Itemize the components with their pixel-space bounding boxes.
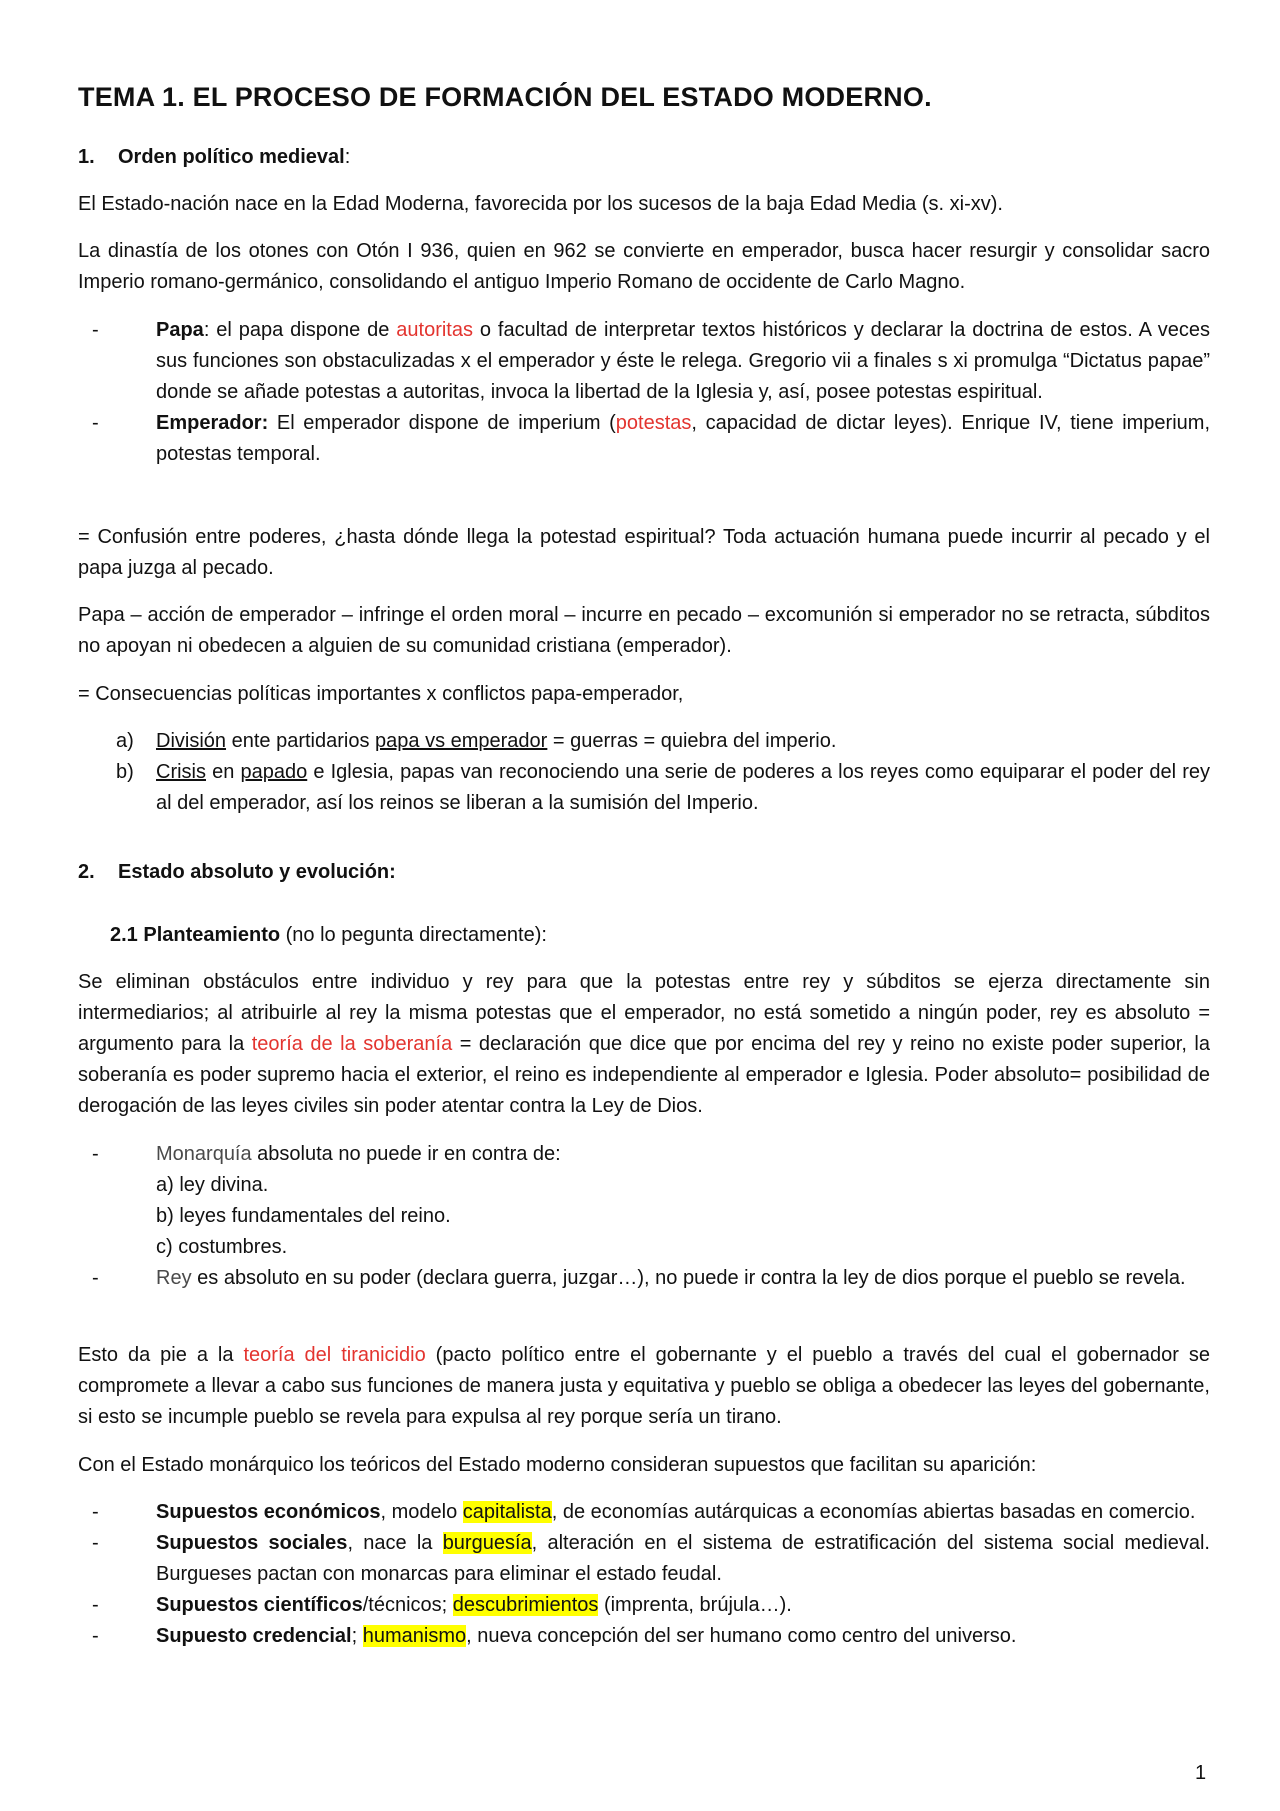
bullet-list xyxy=(78,1497,1210,1652)
highlighted-term: capitalista xyxy=(462,1501,552,1523)
bullet-marker: - xyxy=(92,1501,99,1523)
highlighted-term: humanismo xyxy=(362,1625,467,1647)
document-title: TEMA 1. EL PROCESO DE FORMACIÓN DEL ESTADO MODERNO. xyxy=(78,82,932,112)
subsection-heading: 2.1 Planteamiento (no lo pegunta directamente): xyxy=(110,924,547,946)
bullet-list xyxy=(78,315,1210,470)
highlighted-term: descubrimientos xyxy=(452,1594,599,1616)
red-term: autoritas xyxy=(396,319,473,341)
list-item-papa: - Papa: el papa dispone de autoritas o facultad de interpretar textos históricos y declarar la doctrina de estos. A veces sus funciones son obstaculizadas x el emperador y éste le relega. Gregorio vii a finales s xi promulga “Dictatus papae” donde se añade potestas a autoritas, invoca la libertad de la Iglesia y, así, posee potestas espiritual. xyxy=(78,315,1210,408)
list-item-b: b) Crisis en papado e Iglesia, papas van reconociendo una serie de poderes a los reyes como equiparar el poder del rey al del emperador, así los reinos se liberan a la sumisión del Imperio. xyxy=(78,757,1210,819)
red-term: teoría del tiranicidio xyxy=(243,1344,426,1366)
list-item-emperador: - Emperador: El emperador dispone de imperium (potestas, capacidad de dictar leyes). Enrique IV, tiene imperium, potestas temporal. xyxy=(78,408,1210,470)
page-number: 1 xyxy=(1195,1762,1207,1784)
section-1-heading: 1. Orden político medieval: xyxy=(78,142,350,173)
bullet-marker: - xyxy=(92,1143,99,1165)
list-marker: a) xyxy=(116,730,134,752)
term-label: Papa xyxy=(156,319,204,341)
paragraph: Se eliminan obstáculos entre individuo y rey para que la potestas entre rey y súbditos se ejerza directamente sin intermediarios; al atribuirle al rey la misma potestas que el emperador, no está sometido a ningún poder, rey es absoluto = argumento para la teoría de la soberanía = declaración que dice que por encima del rey y reino no existe poder superior, la soberanía es poder supremo hacia el exterior, el reino es independiente al emperador e Iglesia. Poder absoluto= posibilidad de derogación de las leyes civiles sin poder atentar contra la Ley de Dios. xyxy=(78,971,1210,1117)
red-term: potestas xyxy=(615,412,692,434)
list-item-monarquia: - Monarquía absoluta no puede ir en contra de: a) ley divina. b) leyes fundamentales del reino. c) costumbres. xyxy=(78,1139,1210,1263)
paragraph: La dinastía de los otones con Otón I 936, quien en 962 se convierte en emperador, busca hacer resurgir y consolidar sacro Imperio romano-germánico, consolidando el antiguo Imperio Romano de occidente de Carlo Magno. xyxy=(78,240,1210,293)
list-item-a: a) División ente partidarios papa vs emperador = guerras = quiebra del imperio. xyxy=(78,726,1210,757)
section-number: 1. xyxy=(78,146,95,168)
list-item-cientificos: - Supuestos científicos/técnicos; descubrimientos (imprenta, brújula…). xyxy=(78,1590,1210,1621)
paragraph: = Confusión entre poderes, ¿hasta dónde llega la potestad espiritual? Toda actuación humana puede incurrir al pecado y el papa juzga al pecado. xyxy=(78,526,1210,579)
bullet-marker: - xyxy=(92,1625,99,1647)
bullet-marker: - xyxy=(92,1532,99,1554)
list-item-credencial: - Supuesto credencial; humanismo, nueva concepción del ser humano como centro del universo. xyxy=(78,1621,1210,1652)
paragraph: Esto da pie a la teoría del tiranicidio (pacto político entre el gobernante y el pueblo a través del cual el gobernador se compromete a llevar a cabo sus funciones de manera justa y equitativa y pueblo se obliga a obedecer las leyes del gobernante, si esto se incumple pueblo se revela para expulsa al rey porque sería un tirano. xyxy=(78,1344,1210,1428)
bullet-list xyxy=(78,1139,1210,1294)
red-term: teoría de la soberanía xyxy=(251,1033,453,1055)
paragraph: El Estado-nación nace en la Edad Moderna, favorecida por los sucesos de la baja Edad Media (s. xi-xv). xyxy=(78,193,1003,215)
section-title: Orden político medieval xyxy=(118,146,345,168)
list-marker: b) xyxy=(116,761,134,783)
bullet-marker: - xyxy=(92,412,99,434)
list-item-sociales: - Supuestos sociales, nace la burguesía, alteración en el sistema de estratificación del sistema social medieval. Burgueses pactan con monarcas para eliminar el estado feudal. xyxy=(78,1528,1210,1590)
paragraph: Papa – acción de emperador – infringe el orden moral – incurre en pecado – excomunión si emperador no se retracta, súbditos no apoyan ni obedecen a alguien de su comunidad cristiana (emperador). xyxy=(78,604,1210,657)
section-title: Estado absoluto y evolución: xyxy=(118,861,396,883)
section-2-heading xyxy=(78,857,396,888)
list-item-economicos: - Supuestos económicos, modelo capitalista, de economías autárquicas a economías abiertas basadas en comercio. xyxy=(78,1497,1210,1528)
list-item-rey: - Rey es absoluto en su poder (declara guerra, juzgar…), no puede ir contra la ley de dios porque el pueblo se revela. xyxy=(78,1263,1210,1294)
term-label: Emperador: xyxy=(156,412,269,434)
bullet-marker: - xyxy=(92,1594,99,1616)
highlighted-term: burguesía xyxy=(442,1532,532,1554)
bullet-marker: - xyxy=(92,319,99,341)
lettered-list xyxy=(78,726,1210,819)
bullet-marker: - xyxy=(92,1267,99,1289)
paragraph: = Consecuencias políticas importantes x conflictos papa-emperador, xyxy=(78,683,684,705)
section-number: 2. xyxy=(78,861,95,883)
paragraph: Con el Estado monárquico los teóricos del Estado moderno consideran supuestos que facilitan su aparición: xyxy=(78,1454,1037,1476)
